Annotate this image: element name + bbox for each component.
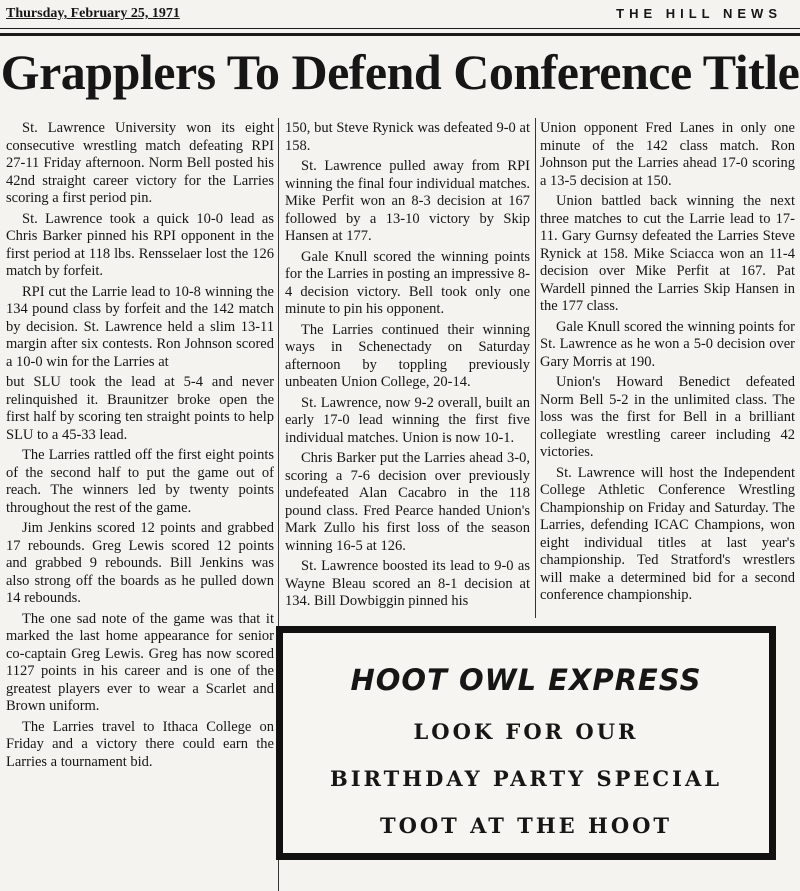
paragraph: St. Lawrence, now 9-2 overall, built an early 17-0 lead winning the first five individual matches. Union is now 10-1. [285,394,530,446]
ad-brand: HOOT OWL EXPRESS [350,663,702,697]
ad-line: LOOK FOR OUR [413,719,639,744]
issue-date: Thursday, February 25, 1971 [6,6,180,21]
paragraph: St. Lawrence will host the Independent College Athletic Conference Wrestling Championship on Friday and Saturday. The Larries, defending ICAC Champions, won eight individual titles at last year's championship. Ted Stratford's wrestlers will make a determined bid for a second conference championship. [540,464,795,603]
paragraph: St. Lawrence pulled away from RPI winning the final four individual matches. Mike Perfit won an 8-3 decision at 167 followed by a 13-10 victory by Skip Hansen at 177. [285,158,530,244]
paragraph: Gale Knull scored the winning points for the Larries in posting an impressive 8-4 decision victory. Bell took only one minute to pin his opponent. [285,248,530,317]
article-column-1 [6,120,274,774]
column-divider [535,118,536,618]
paragraph: The Larries continued their winning ways in Schenectady on Saturday afternoon by toppling previously unbeaten Union College, 20-14. [285,321,530,390]
paragraph: Gale Knull scored the winning points for St. Lawrence as he won a 5-0 decision over Gary Morris at 190. [540,318,795,370]
paragraph: Jim Jenkins scored 12 points and grabbed 17 rebounds. Greg Lewis scored 12 points and grabbed 9 rebounds. Bill Jenkins was also strong off the boards as he pulled down 14 rebounds. [6,520,274,606]
article-column-2 [285,120,530,614]
paragraph: St. Lawrence took a quick 10-0 lead as Chris Barker pinned his RPI opponent in the first period at 118 lbs. Rensselaer lost the 126 match by forfeit. [6,210,274,279]
article-column-3 [540,120,795,608]
paragraph: St. Lawrence boosted its lead to 9-0 as Wayne Bleau scored an 8-1 decision at 134. Bill Dowbiggin pinned his [285,558,530,609]
paragraph: Union opponent Fred Lanes in only one minute of the 142 class match. Ron Johnson put the Larries ahead 17-0 scoring a 13-5 decision at 150. [540,120,795,189]
page-header [0,0,800,36]
paragraph: St. Lawrence University won its eight consecutive wrestling match defeating RPI 27-11 Friday afternoon. Norm Bell posted his 42nd straight career victory for the Larries scoring a first period pin. [6,120,274,206]
paragraph: The one sad note of the game was that it marked the last home appearance for senior co-captain Greg Lewis. Greg has now scored 1127 points in his career and is one of the greatest players ever to wear a Scarlet and Brown uniform. [6,610,274,714]
article-headline: Grapplers To Defend Conference Title [0,44,800,100]
paragraph: but SLU took the lead at 5-4 and never relinquished it. Braunitzer broke open the first half by scoring ten straight points to help SLU to a 45-33 lead. [6,374,274,443]
ad-line: BIRTHDAY PARTY SPECIAL [329,766,722,791]
paragraph: 150, but Steve Rynick was defeated 9-0 at 158. [285,120,530,154]
paragraph: Chris Barker put the Larries ahead 3-0, scoring a 7-6 decision over previously undefeated Alan Cacabro in the 118 pound class. Fred Pearce handed Union's Mark Zullo his first loss of the season winning 16-5 at 126. [285,450,530,554]
paragraph: The Larries rattled off the first eight points of the second half to put the game out of reach. The winners led by twenty points throughout the rest of the game. [6,447,274,516]
paragraph: RPI cut the Larrie lead to 10-8 winning the 134 pound class by forfeit and the 142 match by decision. St. Lawrence held a slim 13-11 margin after six contests. Ron Johnson scored a 10-0 win for the Larries at [6,283,274,370]
newspaper-name: THE HILL NEWS [616,6,782,21]
ad-line: TOOT AT THE HOOT [379,813,673,838]
header-rule [0,28,800,29]
advertisement-box [276,626,776,860]
paragraph: Union's Howard Benedict defeated Norm Bell 5-2 in the unlimited class. The loss was the first for Bell in a brilliant collegiate wrestling career including 42 victories. [540,374,795,460]
paragraph: Union battled back winning the next three matches to cut the Larrie lead to 17-11. Gary Gurnsy defeated the Larries Steve Rynick at 158. Mike Sciacca won an 11-4 decision over Mike Perfit at 167. Pat Wardell pinned the Larries Skip Hansen in the 177 class. [540,193,795,314]
paragraph: The Larries travel to Ithaca College on Friday and a victory there could earn the Larries a tournament bid. [6,718,274,770]
